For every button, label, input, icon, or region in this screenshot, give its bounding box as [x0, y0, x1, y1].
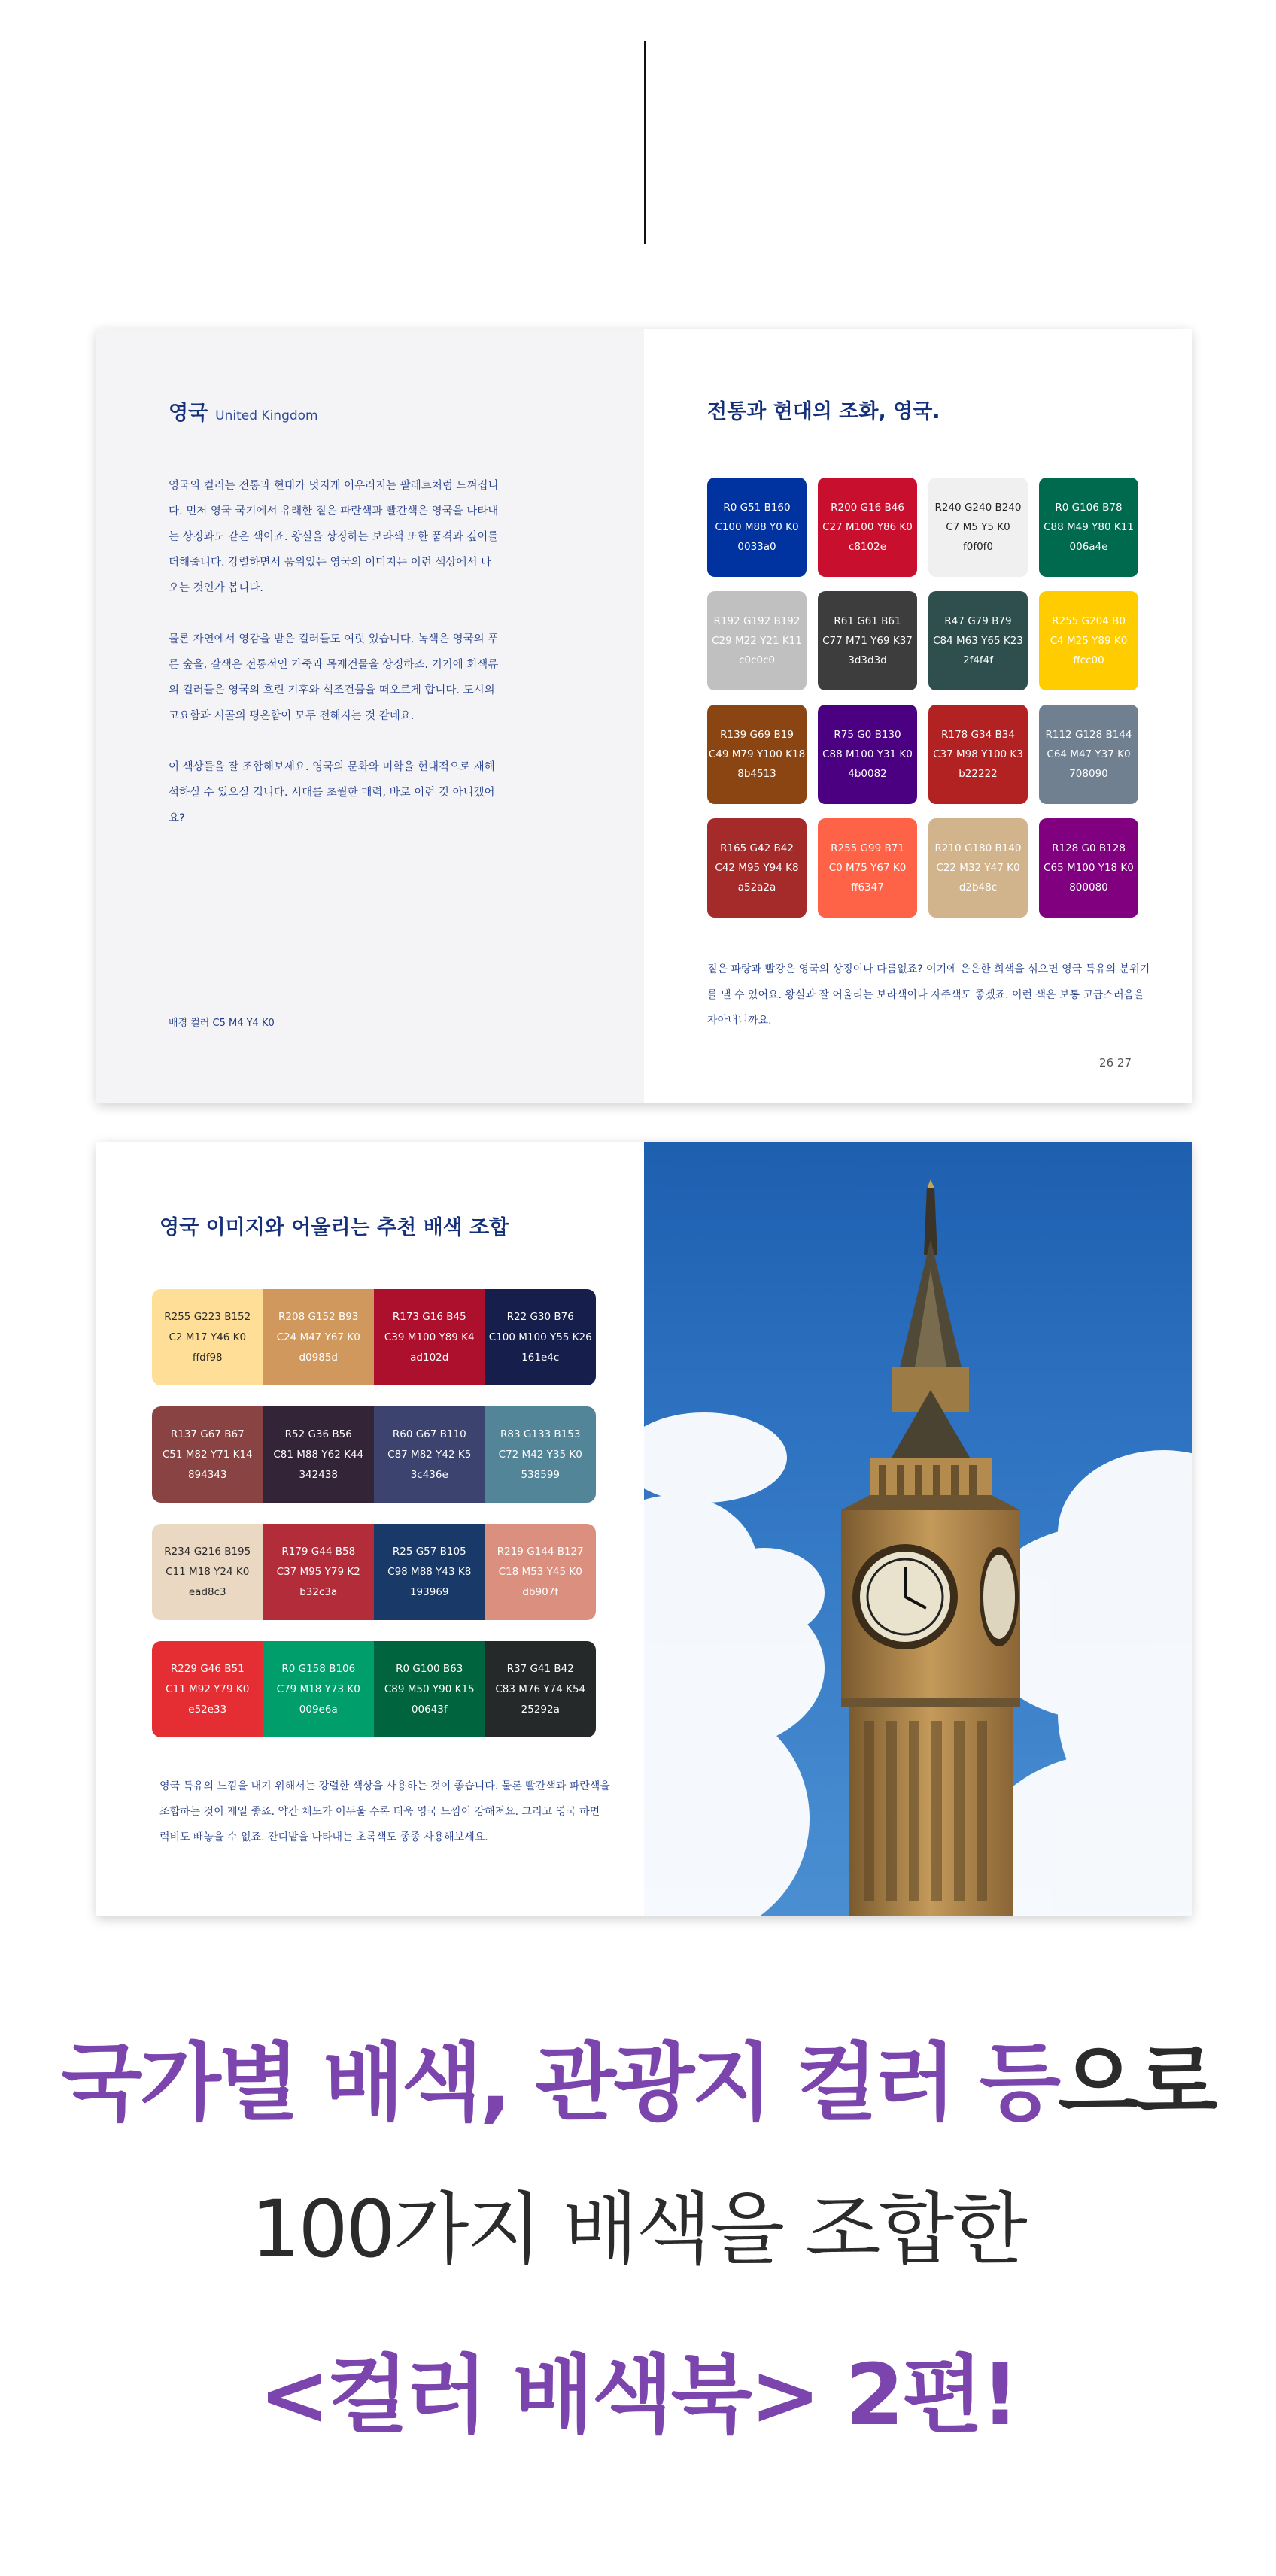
swatch-rgb: R210 G180 B140 [934, 842, 1022, 854]
color-swatch [928, 591, 1028, 690]
swatch-rgb: R200 G16 B46 [831, 502, 904, 514]
swatch-hex: 342438 [299, 1468, 339, 1481]
combination-page [96, 1142, 644, 1916]
combination-note: 영국 특유의 느낌을 내기 위해서는 강렬한 색상을 사용하는 것이 좋습니다. 물론 빨간색과 파란색을 조합하는 것이 제일 좋죠. 약간 채도가 어두울 수록 더욱 영국 느낌이 강해져요. 그리고 영국 하면 럭비도 빼놓을 수 없죠. 잔디밭을 나타내는 초록색도 종종 사용해보세요. [160, 1780, 610, 1843]
clock-face-side-icon [983, 1555, 1015, 1639]
color-swatch [1039, 478, 1138, 577]
swatch-cmyk: C88 M49 Y80 K11 [1044, 521, 1134, 533]
swatch-cmyk: C27 M100 Y86 K0 [822, 521, 913, 533]
swatch-hex: ff6347 [851, 881, 884, 894]
swatch-hex: 161e4c [521, 1351, 560, 1364]
swatch-rgb: R229 G46 B51 [170, 1662, 245, 1675]
swatch-rgb: R60 G67 B110 [392, 1428, 466, 1440]
headline-suffix: 으로 [1058, 2034, 1215, 2132]
swatch-hex: 3c436e [410, 1468, 448, 1481]
swatch-rgb: R234 G216 B195 [164, 1545, 251, 1558]
swatch-hex: 193969 [409, 1585, 449, 1598]
color-swatch [818, 818, 917, 918]
swatch-hex: d0985d [299, 1351, 338, 1364]
swatch-cmyk: C42 M95 Y94 K8 [715, 862, 799, 874]
swatch-rgb: R112 G128 B144 [1045, 729, 1132, 741]
swatch-hex: 0033a0 [737, 541, 776, 553]
color-swatch [818, 705, 917, 804]
color-swatch-grid [707, 478, 1138, 918]
swatch-cmyk: C11 M92 Y79 K0 [166, 1682, 250, 1695]
combination-row [152, 1524, 596, 1620]
swatch-cmyk: C65 M100 Y18 K0 [1044, 862, 1134, 874]
page-numbers: 26 27 [1099, 1056, 1132, 1070]
intro-text [169, 473, 500, 857]
right-page [644, 329, 1192, 1103]
combination-swatch [374, 1406, 485, 1503]
color-swatch [1039, 818, 1138, 918]
swatch-hex: 4b0082 [848, 768, 887, 780]
swatch-hex: ead8c3 [188, 1585, 226, 1598]
swatch-rgb: R219 G144 B127 [497, 1545, 584, 1558]
swatch-rgb: R139 G69 B19 [720, 729, 794, 741]
swatch-cmyk: C2 M17 Y46 K0 [169, 1330, 247, 1343]
swatch-rgb: R137 G67 B67 [170, 1428, 245, 1440]
swatch-cmyk: C39 M100 Y89 K4 [384, 1330, 475, 1343]
combination-row [152, 1406, 596, 1503]
combination-swatch [374, 1289, 485, 1385]
headline-highlight: 국가별 배색, 관광지 컬러 등 [61, 2034, 1059, 2132]
swatch-cmyk: C100 M100 Y55 K26 [488, 1330, 592, 1343]
swatch-rgb: R0 G51 B160 [723, 502, 791, 514]
swatch-cmyk: C83 M76 Y74 K54 [495, 1682, 586, 1695]
swatch-rgb: R179 G44 B58 [281, 1545, 356, 1558]
swatch-hex: 25292a [521, 1703, 560, 1716]
swatch-hex: 00643f [411, 1703, 448, 1716]
swatch-hex: 3d3d3d [848, 654, 887, 666]
combination-swatch [263, 1289, 375, 1385]
combination-swatch [152, 1524, 263, 1620]
swatch-rgb: R208 G152 B93 [278, 1310, 359, 1323]
swatch-cmyk: C79 M18 Y73 K0 [276, 1682, 360, 1695]
color-swatch [707, 478, 807, 577]
swatch-rgb: R255 G99 B71 [831, 842, 904, 854]
swatch-rgb: R25 G57 B105 [392, 1545, 466, 1558]
swatch-hex: 8b4513 [737, 768, 776, 780]
combination-swatch [485, 1524, 597, 1620]
swatch-rgb: R240 G240 B240 [934, 502, 1022, 514]
swatch-cmyk: C49 M79 Y100 K18 [708, 748, 806, 760]
swatch-cmyk: C98 M88 Y43 K8 [387, 1565, 472, 1578]
combination-swatch [485, 1641, 597, 1737]
swatch-rgb: R255 G204 B0 [1052, 615, 1126, 627]
combination-row [152, 1641, 596, 1737]
headline-line-1 [0, 2016, 1276, 2137]
color-swatch [707, 705, 807, 804]
color-swatch [707, 591, 807, 690]
swatch-cmyk: C51 M82 Y71 K14 [162, 1448, 253, 1461]
divider-line [644, 41, 646, 244]
combination-swatch [152, 1289, 263, 1385]
swatch-hex: ad102d [410, 1351, 449, 1364]
swatch-cmyk: C18 M53 Y45 K0 [498, 1565, 582, 1578]
combination-row [152, 1289, 596, 1385]
swatch-rgb: R52 G36 B56 [284, 1428, 352, 1440]
combination-swatch [263, 1641, 375, 1737]
color-swatch [818, 591, 917, 690]
swatch-rgb: R61 G61 B61 [834, 615, 901, 627]
swatch-hex: f0f0f0 [962, 541, 994, 553]
swatch-hex: a52a2a [737, 881, 776, 894]
combination-swatch [263, 1524, 375, 1620]
swatch-rgb: R37 G41 B42 [506, 1662, 574, 1675]
intro-paragraph: 물론 자연에서 영감을 받은 컬러들도 여럿 있습니다. 녹색은 영국의 푸른 숲을, 갈색은 전통적인 가죽과 목재건물을 상징하죠. 거기에 회색류의 컬러들은 영국의 흐린 기후와 석조건물을 떠오르게 합니다. 도시의 고요함과 시골의 평온함이 모두 전해지는 것 같네요. [169, 633, 499, 722]
page-title: 전통과 현대의 조화, 영국. [707, 400, 940, 423]
swatch-rgb: R83 G133 B153 [500, 1428, 581, 1440]
swatch-hex: 800080 [1069, 881, 1108, 894]
swatch-rgb: R0 G100 B63 [396, 1662, 463, 1675]
swatch-hex: 538599 [521, 1468, 561, 1481]
swatch-hex: ffcc00 [1073, 654, 1104, 666]
color-swatch [928, 705, 1028, 804]
swatch-rgb: R0 G158 B106 [281, 1662, 356, 1675]
swatch-hex: 2f4f4f [962, 654, 994, 666]
swatch-rgb: R255 G223 B152 [164, 1310, 251, 1323]
country-name-en: United Kingdom [215, 408, 318, 423]
palette-note: 짙은 파랑과 빨강은 영국의 상징이나 다름없죠? 여기에 은은한 회색을 섞으면 영국 특유의 분위기를 낼 수 있어요. 왕실과 잘 어울리는 보라색이나 자주색도 좋겠죠. 이런 색은 보통 고급스러움을 자아내니까요. [707, 963, 1150, 1027]
combination-swatch [374, 1641, 485, 1737]
left-page [96, 329, 644, 1103]
swatch-rgb: R22 G30 B76 [506, 1310, 574, 1323]
swatch-cmyk: C4 M25 Y89 K0 [1050, 635, 1128, 647]
combination-swatch [263, 1406, 375, 1503]
swatch-cmyk: C7 M5 Y5 K0 [946, 521, 1010, 533]
swatch-rgb: R47 G79 B79 [944, 615, 1012, 627]
swatch-rgb: R173 G16 B45 [392, 1310, 466, 1323]
swatch-cmyk: C29 M22 Y21 K11 [712, 635, 802, 647]
book-spread-1 [96, 329, 1192, 1103]
color-swatch [1039, 705, 1138, 804]
swatch-cmyk: C77 M71 Y69 K37 [822, 635, 913, 647]
swatch-rgb: R75 G0 B130 [834, 729, 901, 741]
country-heading [169, 396, 318, 426]
swatch-hex: e52e33 [188, 1703, 227, 1716]
color-swatch [818, 478, 917, 577]
swatch-hex: b22222 [959, 768, 998, 780]
big-ben-photo [644, 1142, 1192, 1916]
swatch-rgb: R0 G106 B78 [1055, 502, 1123, 514]
swatch-cmyk: C64 M47 Y37 K0 [1047, 748, 1131, 760]
swatch-cmyk: C37 M98 Y100 K3 [933, 748, 1023, 760]
swatch-hex: c0c0c0 [738, 654, 776, 666]
swatch-cmyk: C72 M42 Y35 K0 [498, 1448, 582, 1461]
swatch-hex: b32c3a [299, 1585, 338, 1598]
swatch-rgb: R165 G42 B42 [720, 842, 794, 854]
swatch-cmyk: C22 M32 Y47 K0 [936, 862, 1020, 874]
headline-line-3: <컬러 배색북> 2편! [259, 2347, 1017, 2444]
swatch-cmyk: C81 M88 Y62 K44 [273, 1448, 364, 1461]
combination-swatch [374, 1524, 485, 1620]
combination-swatch [152, 1641, 263, 1737]
swatch-rgb: R192 G192 B192 [713, 615, 801, 627]
color-swatch [1039, 591, 1138, 690]
swatch-hex: ffdf98 [192, 1351, 223, 1364]
intro-paragraph: 영국의 컬러는 전통과 현대가 멋지게 어우러지는 팔레트처럼 느껴집니다. 먼저 영국 국기에서 유래한 짙은 파란색과 빨간색은 영국을 나타내는 상징과도 같은 색이죠. 왕실을 상징하는 보라색 또한 품격과 깊이를 더해줍니다. 강렬하면서 품위있는 영국의 이미지는 이런 색상에서 나오는 것인가 봅니다. [169, 480, 499, 594]
combination-title: 영국 이미지와 어울리는 추천 배색 조합 [160, 1216, 509, 1239]
swatch-rgb: R128 G0 B128 [1052, 842, 1126, 854]
swatch-cmyk: C11 M18 Y24 K0 [166, 1565, 250, 1578]
swatch-cmyk: C0 M75 Y67 K0 [828, 862, 907, 874]
swatch-cmyk: C24 M47 Y67 K0 [276, 1330, 360, 1343]
background-color-note: 배경 컬러 C5 M4 Y4 K0 [169, 1018, 275, 1029]
swatch-cmyk: C89 M50 Y90 K15 [384, 1682, 475, 1695]
swatch-hex: 009e6a [299, 1703, 338, 1716]
swatch-hex: 894343 [187, 1468, 227, 1481]
combination-swatch [485, 1406, 597, 1503]
color-swatch [928, 478, 1028, 577]
big-ben-illustration [644, 1142, 1192, 1916]
book-spread-2 [96, 1142, 1192, 1916]
intro-paragraph: 이 색상들을 잘 조합해보세요. 영국의 문화와 미학을 현대적으로 재해석하실 수 있으실 겁니다. 시대를 초월한 매력, 바로 이런 것 아니겠어요? [169, 761, 495, 824]
swatch-hex: db907f [522, 1585, 559, 1598]
swatch-cmyk: C37 M95 Y79 K2 [276, 1565, 360, 1578]
headline-line-2: 100가지 배색을 조합한 [251, 2183, 1025, 2275]
combination-swatch [485, 1289, 597, 1385]
swatch-hex: d2b48c [959, 881, 998, 894]
color-swatch [707, 818, 807, 918]
swatch-cmyk: C88 M100 Y31 K0 [822, 748, 913, 760]
swatch-cmyk: C84 M63 Y65 K23 [933, 635, 1023, 647]
swatch-hex: c8102e [848, 541, 887, 553]
swatch-hex: 006a4e [1069, 541, 1108, 553]
swatch-hex: 708090 [1069, 768, 1108, 780]
color-swatch [928, 818, 1028, 918]
swatch-cmyk: C87 M82 Y42 K5 [387, 1448, 472, 1461]
swatch-rgb: R178 G34 B34 [941, 729, 1015, 741]
combination-swatch [152, 1406, 263, 1503]
country-name: 영국 [169, 402, 208, 425]
swatch-cmyk: C100 M88 Y0 K0 [715, 521, 799, 533]
